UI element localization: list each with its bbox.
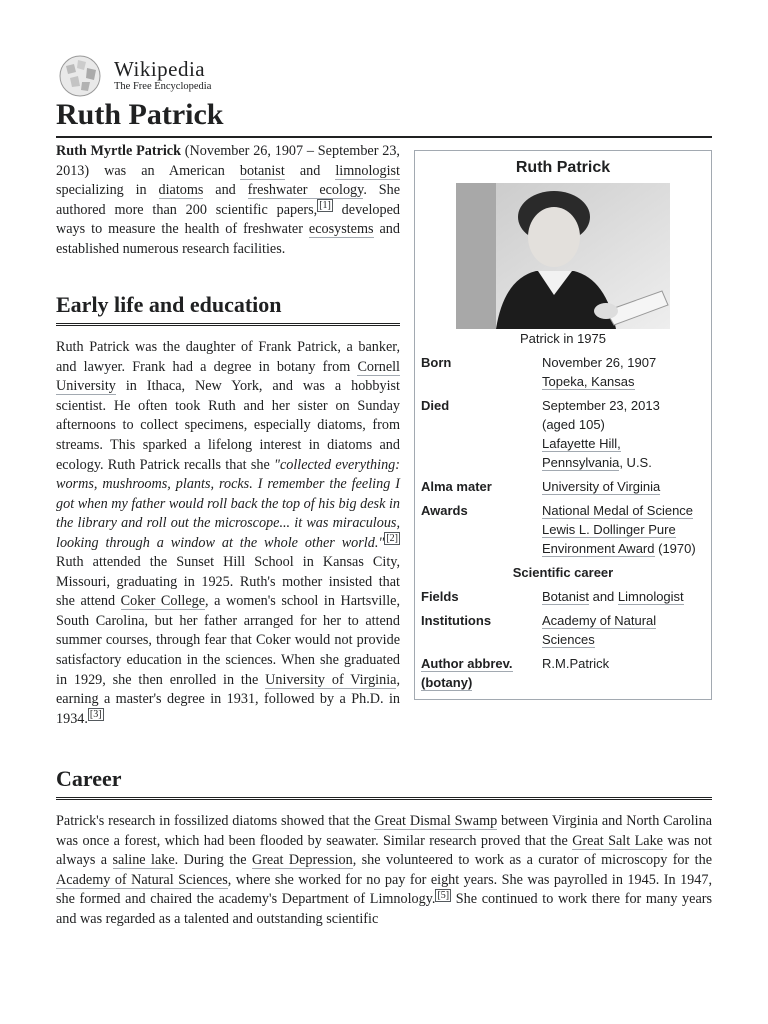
- alma-mater-label: Alma mater: [421, 479, 492, 494]
- fields-label: Fields: [421, 589, 459, 604]
- died-place-link[interactable]: Lafayette Hill, Pennsylvania: [542, 436, 621, 470]
- award-dollinger-year: (1970): [654, 541, 696, 556]
- reference-1[interactable]: [1]: [319, 199, 331, 211]
- link-saline-lake[interactable]: saline lake: [112, 852, 175, 869]
- infobox-row-institutions: [421, 611, 705, 649]
- infobox-row-born: [421, 353, 705, 391]
- reference-3[interactable]: [3]: [89, 708, 102, 720]
- image-caption: Patrick in 1975: [520, 331, 606, 346]
- born-date: November 26, 1907: [542, 355, 657, 370]
- born-value: [542, 353, 705, 391]
- reference-5[interactable]: [5]: [437, 889, 450, 901]
- wikipedia-logo[interactable]: [56, 54, 211, 98]
- link-academy-of-natural-sciences[interactable]: Academy of Natural Sciences: [56, 871, 228, 888]
- died-label: Died: [421, 398, 450, 413]
- link-ecosystems[interactable]: ecosystems: [308, 221, 374, 238]
- article-content: [56, 142, 712, 930]
- died-date: September 23, 2013: [542, 398, 660, 413]
- link-freshwater-ecology[interactable]: freshwater ecology: [247, 182, 364, 199]
- institution-link[interactable]: Academy of Natural Sciences: [542, 613, 657, 647]
- infobox-row-author-abbrev: [421, 654, 705, 692]
- field-botanist-link[interactable]: Botanist: [542, 589, 589, 604]
- wikipedia-wordmark: Wikipedia: [114, 57, 206, 82]
- awards-label: Awards: [421, 503, 468, 518]
- link-botanist[interactable]: botanist: [239, 162, 285, 179]
- quote: "collected everything: worms, mushrooms, plants, rocks. I remember the feeling I got when my father would roll back the top of his big desk in the library and roll out the microscope... it was miraculous, looking through a window at the whole other world.": [56, 456, 400, 551]
- early-life-paragraph: Ruth Patrick was the daughter of Frank Patrick, a banker, and lawyer. Frank had a degree in botany from Cornell University in Ithaca, New York, and was a hobbyist scientist. He often took Ruth and her sister on Sunday afternoons to collect specimens, especially diatoms, from streams. This sparked a lifelong interest in diatoms and ecology. Ruth Patrick recalls that she "collected everything: worms, mushrooms, plants, rocks. I remember the feeling I got when my father would roll back the top of his big desk in the library and roll out the microscope... it was miraculous, looking through a window at the whole other world." [2] Ruth attended the Sunset Hill School in Kansas City, Missouri, graduating in 1925. Ruth's mother insisted that she attend Coker College, a women's school in Hartsville, South Carolina, but her father arranged for her to attend summer courses, through fear that Coker would not provide satisfactory education in the sciences. When she graduated in 1929, she then enrolled in the University of Virginia, earning a master's degree in 1931, followed by a Ph.D. in 1934. [3]: [56, 339, 400, 727]
- link-university-of-virginia[interactable]: University of Virginia: [265, 671, 397, 688]
- link-diatoms[interactable]: diatoms: [158, 182, 204, 199]
- link-cornell-university[interactable]: Cornell University: [56, 358, 400, 395]
- award-medal-link[interactable]: National Medal of Science: [542, 503, 694, 518]
- infobox-row-awards: [421, 501, 705, 558]
- subject-name: Ruth Myrtle Patrick: [56, 143, 181, 159]
- link-limnologist[interactable]: limnologist: [335, 162, 400, 179]
- infobox-title: Ruth Patrick: [515, 159, 611, 176]
- alma-mater-link[interactable]: University of Virginia: [542, 479, 661, 494]
- wikipedia-globe-icon: [56, 54, 104, 98]
- portrait-image[interactable]: [456, 183, 670, 329]
- intro-paragraph: Ruth Myrtle Patrick (November 26, 1907 – September 23, 2013) was an American botanist and limnologist specializing in diatoms and freshwater ecology. She authored more than 200 scientific papers, [1] developed ways to measure the health of freshwater ecosystems and established numerous research facilities.: [56, 143, 401, 257]
- reference-2[interactable]: [2]: [386, 533, 398, 545]
- link-great-salt-lake[interactable]: Great Salt Lake: [572, 832, 663, 849]
- died-age: (aged 105): [542, 417, 605, 432]
- infobox: [414, 150, 712, 700]
- died-country: , U.S.: [619, 455, 652, 470]
- award-dollinger-link[interactable]: Lewis L. Dollinger Pure Environment Award: [542, 522, 676, 556]
- wikipedia-tagline: The Free Encyclopedia: [114, 81, 212, 93]
- field-limnologist-link[interactable]: Limnologist: [617, 589, 684, 604]
- died-value: [542, 396, 705, 472]
- career-paragraph: Patrick's research in fossilized diatoms showed that the Great Dismal Swamp between Virginia and North Carolina was once a forest, which had been flooded by seawater. Similar research proved that the Great Salt Lake was not always a saline lake. During the Great Depression, she volunteered to work as a curator of microscopy for the Academy of Natural Sciences, where she worked for no pay for eight years. She was payrolled in 1945. In 1947, she formed and chaired the academy's Department of Limnology. [5] She continued to work there for many years and was regarded as a talented and outstanding scientific: [56, 813, 713, 927]
- infobox-row-fields: [421, 587, 705, 606]
- fields-connector: and: [588, 589, 618, 604]
- page-title: Ruth Patrick: [56, 96, 712, 138]
- section-heading-early-life: Early life and education: [56, 291, 400, 326]
- author-abbrev-value: R.M.Patrick: [542, 656, 610, 671]
- infobox-row-died: [421, 396, 705, 472]
- link-coker-college[interactable]: Coker College: [120, 593, 206, 610]
- born-label: Born: [421, 355, 452, 370]
- scientific-career-heading: Scientific career: [512, 565, 614, 580]
- link-great-dismal-swamp[interactable]: Great Dismal Swamp: [374, 813, 498, 830]
- link-great-depression[interactable]: Great Depression: [251, 852, 353, 869]
- author-abbrev-label-link[interactable]: Author abbrev. (botany): [421, 656, 513, 690]
- infobox-row-alma-mater: [421, 477, 705, 496]
- institutions-label: Institutions: [421, 613, 492, 628]
- section-heading-career: Career: [56, 765, 712, 800]
- born-place-link[interactable]: Topeka, Kansas: [542, 374, 635, 389]
